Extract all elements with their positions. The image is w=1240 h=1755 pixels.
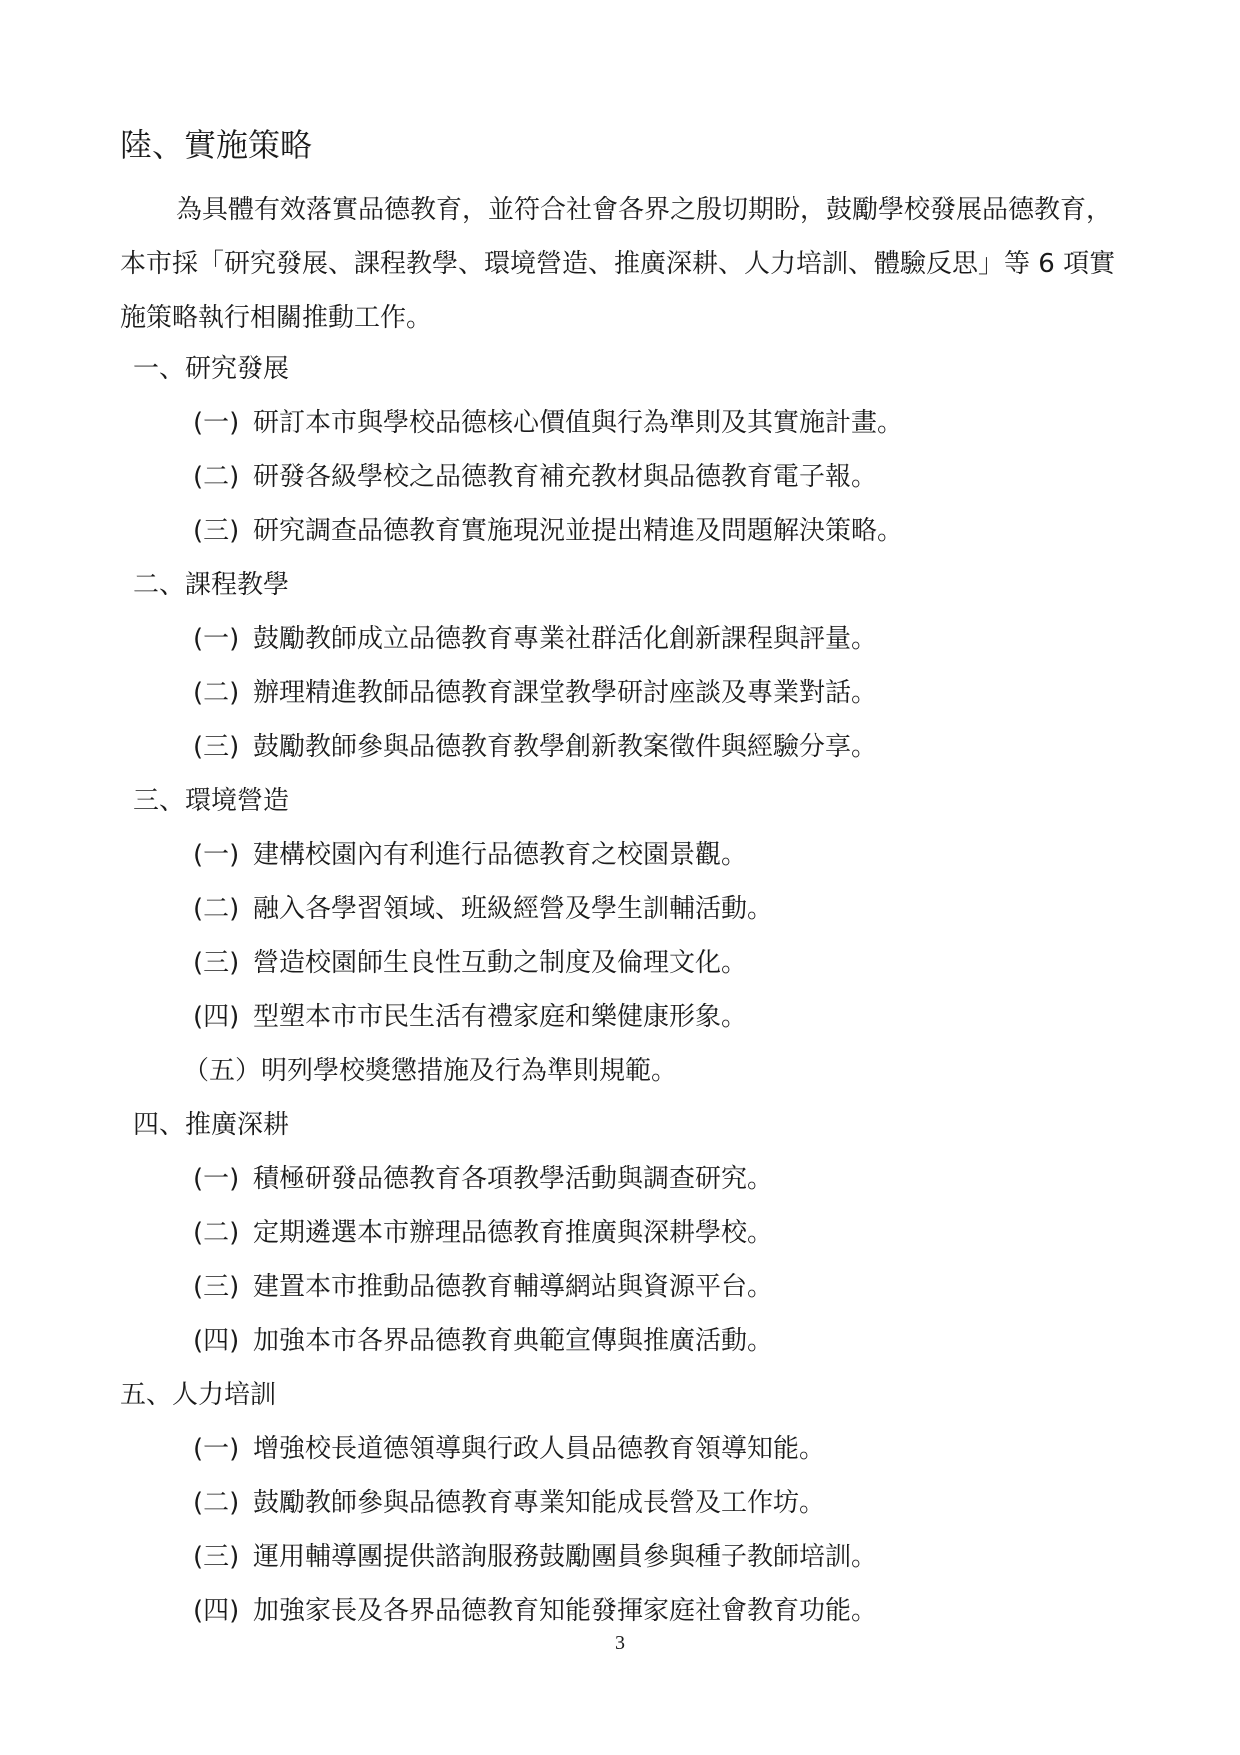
list-item <box>193 892 773 926</box>
list-item <box>193 406 903 440</box>
list-item <box>193 460 877 494</box>
page-number: 3 <box>615 1632 625 1654</box>
item-text: （五）明列學校獎懲措施及行為準則規範。 <box>183 1056 678 1086</box>
list-item <box>193 1216 773 1250</box>
item-text: 運用輔導團提供諮詢服務鼓勵團員參與種子教師培訓。 <box>253 1542 878 1572</box>
item-number: (四) <box>193 1002 240 1032</box>
item-text: 增強校長道德領導與行政人員品德教育領導知能。 <box>253 1434 826 1464</box>
list-item <box>193 1270 773 1304</box>
item-text: 鼓勵教師成立品德教育專業社群活化創新課程與評量。 <box>253 624 878 654</box>
item-number: (一) <box>193 408 240 438</box>
item-number: (一) <box>193 624 240 654</box>
section-title-training: 五、人力培訓 <box>120 1380 277 1410</box>
list-item <box>193 838 747 872</box>
item-text: 營造校園師生良性互動之制度及倫理文化。 <box>253 948 748 978</box>
list-item <box>193 1000 747 1034</box>
item-number: (三) <box>193 948 240 978</box>
item-text: 融入各學習領域、班級經營及學生訓輔活動。 <box>253 894 774 924</box>
item-number: (二) <box>193 462 240 492</box>
item-number: (二) <box>193 1218 240 1248</box>
list-item <box>193 622 877 656</box>
list-item <box>193 730 877 764</box>
item-text: 鼓勵教師參與品德教育專業知能成長營及工作坊。 <box>253 1488 826 1518</box>
item-number: (二) <box>193 678 240 708</box>
item-number: (一) <box>193 840 240 870</box>
item-text: 研究調查品德教育實施現況並提出精進及問題解決策略。 <box>253 516 904 546</box>
item-number: (一) <box>193 1434 240 1464</box>
list-item <box>193 676 877 710</box>
item-text: 建置本市推動品德教育輔導網站與資源平台。 <box>253 1272 774 1302</box>
list-item <box>193 1324 773 1358</box>
list-item <box>193 1162 773 1196</box>
item-number: (二) <box>193 894 240 924</box>
item-text: 加強家長及各界品德教育知能發揮家庭社會教育功能。 <box>253 1596 878 1626</box>
section-title-environment: 三、環境營造 <box>133 786 290 816</box>
list-item <box>193 514 903 548</box>
item-text: 定期遴選本市辦理品德教育推廣與深耕學校。 <box>253 1218 774 1248</box>
item-text: 型塑本市市民生活有禮家庭和樂健康形象。 <box>253 1002 748 1032</box>
list-item <box>193 1540 877 1574</box>
section-heading: 陸、實施策略 <box>120 126 313 164</box>
item-text: 辦理精進教師品德教育課堂教學研討座談及專業對話。 <box>253 678 878 708</box>
list-item <box>193 1432 825 1466</box>
intro-paragraph: 為具體有效落實品德教育，並符合社會各界之殷切期盼，鼓勵學校發展品德教育，本市採「研究發展、課程教學、環境營造、推廣深耕、人力培訓、體驗反思」等 6 項實施策略執行相關推動工作。 <box>120 195 1116 333</box>
item-text: 研發各級學校之品德教育補充教材與品德教育電子報。 <box>253 462 878 492</box>
item-number: (四) <box>193 1326 240 1356</box>
list-item <box>193 946 747 980</box>
list-item <box>193 1486 825 1520</box>
item-number: (四) <box>193 1596 240 1626</box>
item-number: (三) <box>193 1272 240 1302</box>
item-text: 加強本市各界品德教育典範宣傳與推廣活動。 <box>253 1326 774 1356</box>
list-item <box>183 1054 677 1088</box>
item-text: 建構校園內有利進行品德教育之校園景觀。 <box>253 840 748 870</box>
item-number: (三) <box>193 1542 240 1572</box>
item-number: (三) <box>193 732 240 762</box>
item-number: (三) <box>193 516 240 546</box>
section-title-curriculum: 二、課程教學 <box>133 570 290 600</box>
section-title-promotion: 四、推廣深耕 <box>133 1110 290 1140</box>
item-text: 研訂本市與學校品德核心價值與行為準則及其實施計畫。 <box>253 408 904 438</box>
item-text: 鼓勵教師參與品德教育教學創新教案徵件與經驗分享。 <box>253 732 878 762</box>
list-item <box>193 1594 877 1628</box>
section-title-research: 一、研究發展 <box>133 354 290 384</box>
item-number: (二) <box>193 1488 240 1518</box>
item-text: 積極研發品德教育各項教學活動與調查研究。 <box>253 1164 774 1194</box>
item-number: (一) <box>193 1164 240 1194</box>
